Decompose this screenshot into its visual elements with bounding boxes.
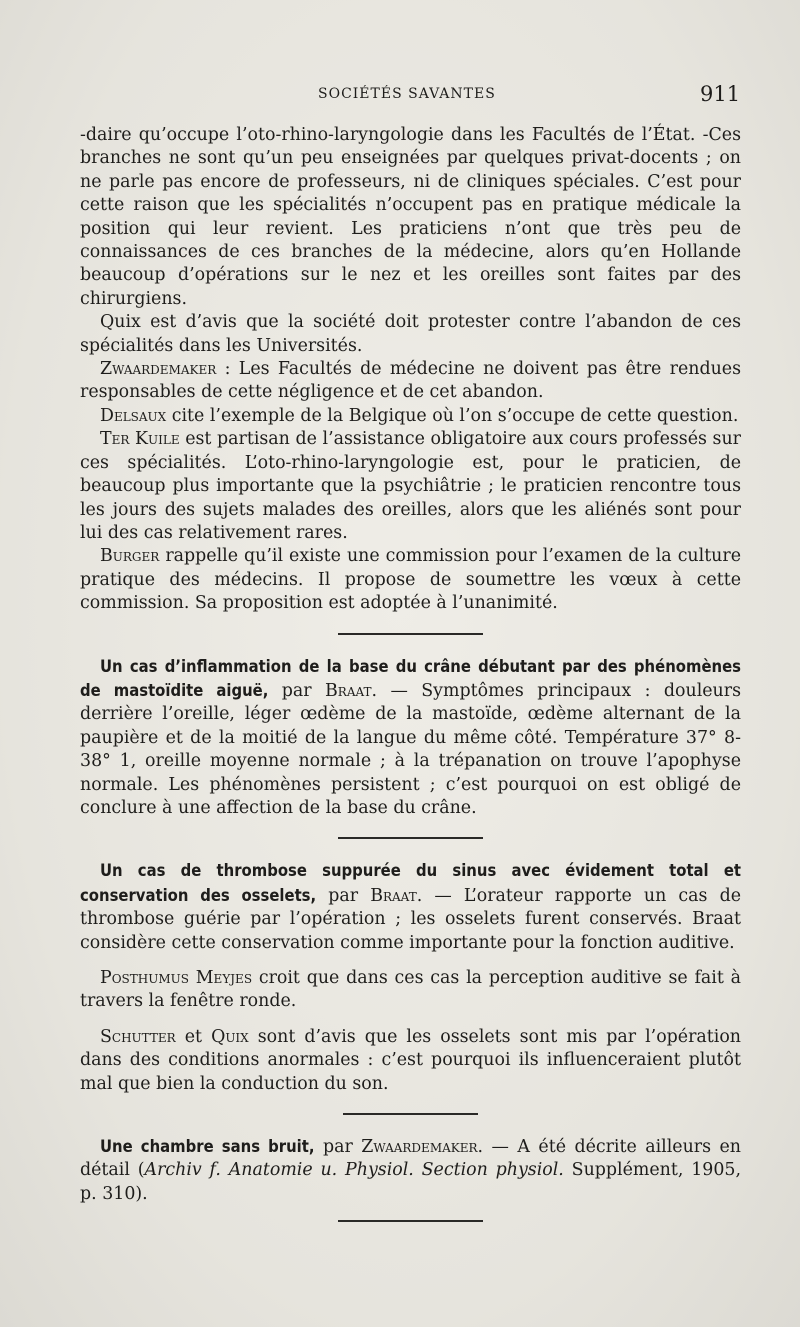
spacer: [80, 1014, 741, 1026]
paragraph-burger: [80, 545, 741, 615]
paragraph-text: rappelle qu’il existe une commission pour l’examen de la culture pratique des médecins. Il propose de soumettre les vœux à cette commission. Sa proposition est adoptée à l’unanimité.: [80, 546, 741, 614]
paragraph-text: cite l’exemple de la Belgique où l’on s’occupe de cette question.: [166, 405, 739, 426]
section-text: . — A été décrite ailleurs en détail (: [80, 1137, 741, 1181]
paragraph-ter-kuile: [80, 428, 741, 545]
par-word: par: [316, 885, 371, 906]
speaker-name: Burger: [100, 546, 160, 567]
section-divider: [343, 1113, 478, 1115]
speaker-name: Zwaardemaker: [100, 359, 217, 380]
section-title: Un cas de thrombose suppurée du sinus avec évidement total et conservation des osselets,: [80, 861, 741, 905]
page-number: 911: [700, 82, 741, 106]
author-name: Zwaardemaker: [361, 1137, 478, 1158]
section-text: . — Symptômes principaux : douleurs derrière l’oreille, léger œdème de la mastoïde, œdème alternant de la paupière et de la moitié de la langue du même côté. Température 37° 8-38° 1, oreille moyenne normale ; à la trépanation on trouve l’apophyse normale. Les phénomènes persistent ; c’est pourquoi on est obligé de conclure à une affection de la base du crâne.: [80, 680, 741, 818]
paragraph-posthumus-meyjes: [80, 967, 741, 1014]
page-body: [80, 124, 741, 1222]
author-name: Braat: [325, 680, 372, 701]
separator: :: [216, 359, 239, 380]
section-title: Une chambre sans bruit,: [100, 1137, 315, 1157]
paragraph-text: est partisan de l’assistance obligatoire aux cours professés sur ces spécialités. L’oto-rhino-laryngologie est, pour le praticien, de beaucoup plus importante que la psychiâtrie ; le praticien rencontre tous les jours des sujets malades des oreilles, alors que les aliénés sont pour lui des cas relativement rares.: [80, 429, 741, 543]
running-head: SOCIÉTÉS SAVANTES: [318, 86, 496, 102]
par-word: par: [268, 680, 326, 701]
paragraph-schutter-quix: [80, 1026, 741, 1096]
page-header: [0, 84, 800, 108]
section-inflammation-base-crane: [80, 655, 741, 821]
speaker-name: Quix: [211, 1026, 249, 1047]
paragraph-continued: -daire qu’occupe l’oto-rhino-laryngologie dans les Facultés de l’État. -Ces branches ne sont qu’un peu enseignées par quelques privat-docents ; on ne parle pas encore de professeurs, ni de cliniques spéciales. C’est pour cette raison que les spécialités n’occupent pas en pratique médicale la position qui leur revient. Les praticiens n’ont que très peu de connaissances de ces branches de la médecine, alors qu’en Hollande beaucoup d’opérations sur le nez et les oreilles sont faites par des chirurgiens.: [80, 125, 741, 309]
section-text: . — L’orateur rapporte un cas de thrombose guérie par l’opération ; les osselets furent conservés. Braat considère cette conservation comme importante pour la fonction auditive.: [80, 885, 742, 953]
paragraph-text: Les Facultés de médecine ne doivent pas être rendues responsables de cette négligence et de cet abandon.: [80, 359, 742, 403]
paragraph-zwaardemaker: [80, 358, 741, 405]
journal-reference: Archiv f. Anatomie u. Physiol. Section physiol.: [144, 1160, 564, 1181]
section-thrombose-sinus: [80, 859, 741, 955]
section-text: Supplément, 1905, p. 310).: [80, 1160, 742, 1204]
author-name: Braat: [370, 885, 417, 906]
paragraph-quix: Quix est d’avis que la société doit protester contre l’abandon de ces spécialités dans les Universités.: [80, 312, 741, 356]
paragraph-text: sont d’avis que les osselets sont mis par l’opération dans des conditions anormales : c’est pourquoi ils influenceraient plutôt mal que bien la conduction du son.: [80, 1026, 741, 1094]
speaker-name: Delsaux: [100, 405, 167, 426]
speaker-name: Schutter: [100, 1026, 176, 1047]
paragraph-delsaux: [80, 405, 741, 428]
section-chambre-sans-bruit: [80, 1135, 741, 1206]
speaker-name: Posthumus Meyjes: [100, 968, 253, 988]
paragraph-text: croit que dans ces cas la perception auditive se fait à travers la fenêtre ronde.: [80, 968, 741, 1012]
section-title: Un cas d’inflammation de la base du crâne débutant par des phénomènes de mastoïdite aiguë,: [80, 656, 741, 700]
speaker-name: Ter Kuile: [100, 429, 180, 450]
spacer: [80, 955, 741, 967]
section-divider: [338, 837, 483, 839]
section-divider: [338, 633, 483, 635]
par-word: par: [314, 1137, 362, 1158]
conjunction: et: [175, 1026, 212, 1047]
end-divider: [338, 1220, 483, 1222]
